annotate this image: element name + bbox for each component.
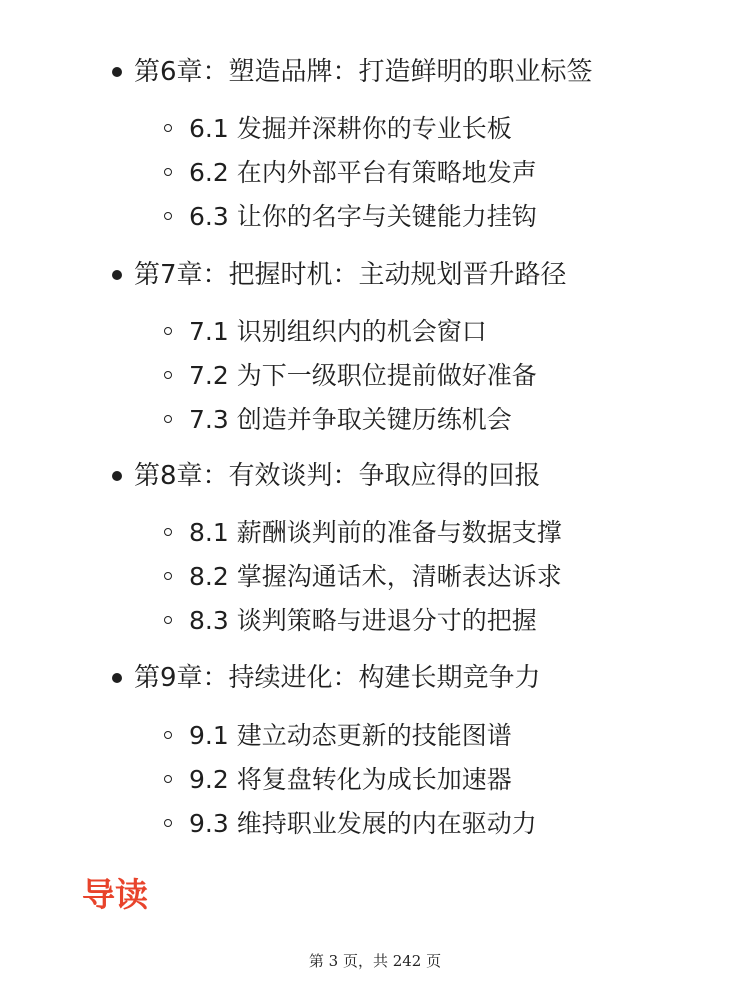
circle-bullet-icon xyxy=(164,616,172,624)
section-label: 8.3 谈判策略与进退分寸的把握 xyxy=(189,606,537,635)
section-item xyxy=(0,200,750,234)
circle-bullet-icon xyxy=(164,327,172,335)
circle-bullet-icon xyxy=(164,168,172,176)
section-item xyxy=(0,516,750,550)
circle-bullet-icon xyxy=(164,572,172,580)
section-label: 8.2 掌握沟通话术，清晰表达诉求 xyxy=(189,562,562,591)
section-item xyxy=(0,156,750,190)
chapter-title: 第9章：持续进化：构建长期竞争力 xyxy=(134,663,541,693)
circle-bullet-icon xyxy=(164,212,172,220)
section-label: 9.3 维持职业发展的内在驱动力 xyxy=(189,809,537,838)
section-label: 6.2 在内外部平台有策略地发声 xyxy=(189,158,537,187)
section-item xyxy=(0,403,750,437)
circle-bullet-icon xyxy=(164,819,172,827)
section-label: 8.1 薪酬谈判前的准备与数据支撑 xyxy=(189,518,562,547)
section-item xyxy=(0,560,750,594)
chapter-title: 第7章：把握时机：主动规划晋升路径 xyxy=(134,260,567,290)
circle-bullet-icon xyxy=(164,775,172,783)
section-label: 6.3 让你的名字与关键能力挂钩 xyxy=(189,202,537,231)
section-label: 9.2 将复盘转化为成长加速器 xyxy=(189,765,512,794)
bullet-icon xyxy=(112,270,122,280)
section-item xyxy=(0,315,750,349)
section-item xyxy=(0,112,750,146)
section-label: 9.1 建立动态更新的技能图谱 xyxy=(189,721,512,750)
section-item xyxy=(0,359,750,393)
bullet-icon xyxy=(112,67,122,77)
circle-bullet-icon xyxy=(164,371,172,379)
section-item xyxy=(0,604,750,638)
chapter-title: 第6章：塑造品牌：打造鲜明的职业标签 xyxy=(134,57,593,87)
circle-bullet-icon xyxy=(164,124,172,132)
section-item xyxy=(0,719,750,753)
circle-bullet-icon xyxy=(164,528,172,536)
section-item xyxy=(0,763,750,797)
section-heading: 导读 xyxy=(82,875,148,914)
section-label: 7.1 识别组织内的机会窗口 xyxy=(189,317,487,346)
section-label: 7.2 为下一级职位提前做好准备 xyxy=(189,361,537,390)
chapter-title: 第8章：有效谈判：争取应得的回报 xyxy=(134,461,541,491)
bullet-icon xyxy=(112,673,122,683)
section-label: 7.3 创造并争取关键历练机会 xyxy=(189,405,512,434)
circle-bullet-icon xyxy=(164,415,172,423)
section-label: 6.1 发掘并深耕你的专业长板 xyxy=(189,114,512,143)
bullet-icon xyxy=(112,471,122,481)
section-item xyxy=(0,807,750,841)
circle-bullet-icon xyxy=(164,731,172,739)
page-footer: 第 3 页，共 242 页 xyxy=(308,952,442,970)
